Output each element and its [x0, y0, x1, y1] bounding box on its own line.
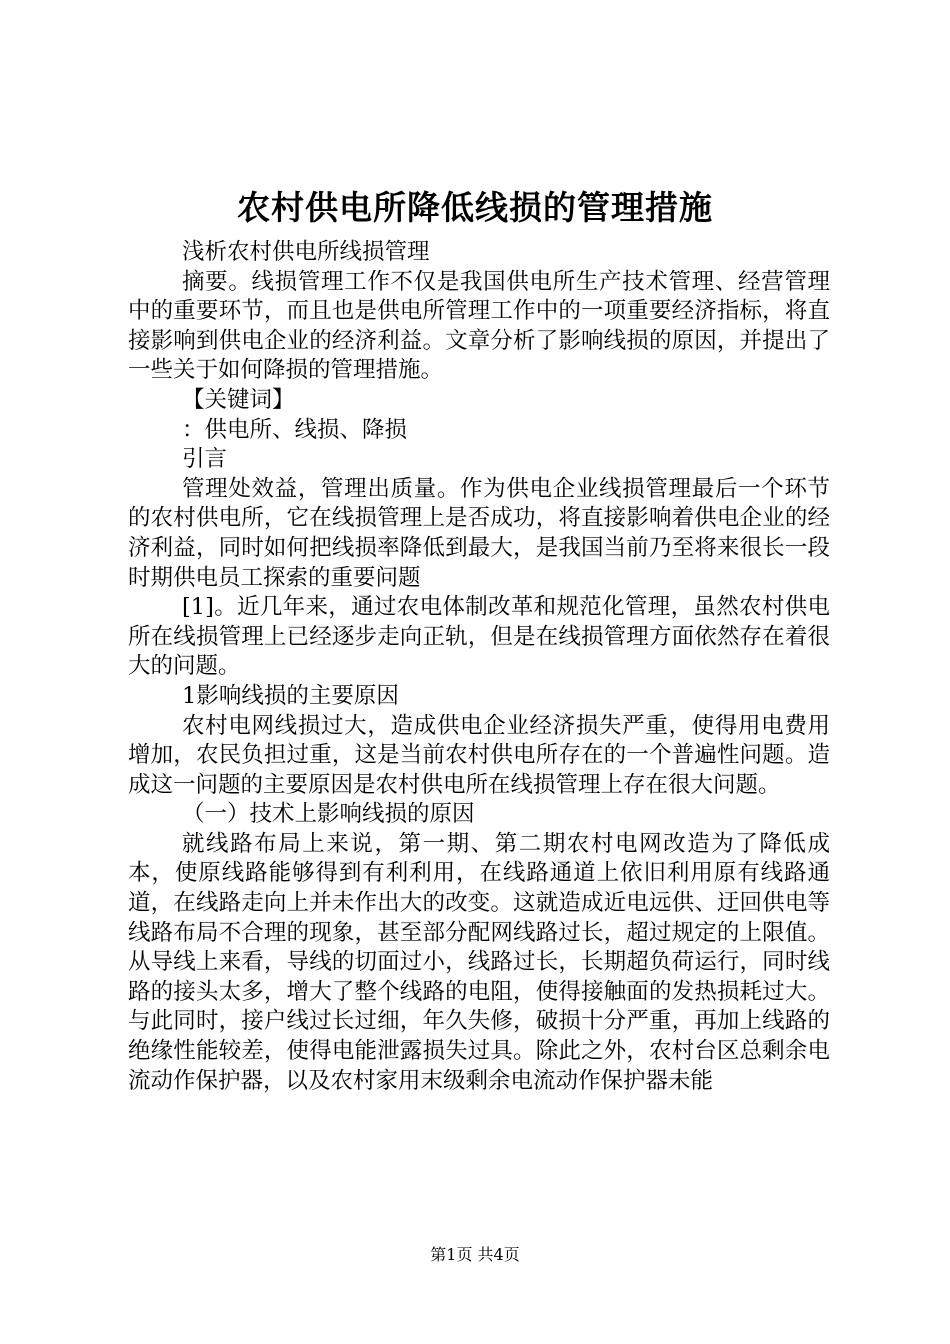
paragraph-intro: 管理处效益，管理出质量。作为供电企业线损管理最后一个环节的农村供电所，它在线损管理上是否成功，将直接影响着供电企业的经济利益，同时如何把线损率降低到最大，是我国当前乃至将来很长一段时期供电员工探索的重要问题	[128, 475, 830, 591]
document-body	[128, 238, 830, 1096]
paragraph-section-1: 农村电网线损过大，造成供电企业经济损失严重，使得用电费用增加，农民负担过重，这是当前农村供电所存在的一个普遍性问题。造成这一问题的主要原因是农村供电所在线损管理上存在很大问题。	[128, 712, 830, 798]
paragraph-intro-continued: [1]。近几年来，通过农电体制改革和规范化管理，虽然农村供电所在线损管理上已经逐步走向正轨，但是在线损管理方面依然存在着很大的问题。	[128, 594, 830, 680]
paragraph-keywords: ：供电所、线损、降损	[182, 416, 408, 443]
paragraph-keywords-heading: 【关键词】	[182, 386, 295, 413]
paragraph-intro-heading: 引言	[182, 446, 228, 473]
subsection-heading-1: （一）技术上影响线损的原因	[182, 801, 475, 828]
document-title: 农村供电所降低线损的管理措施	[237, 188, 713, 227]
paragraph-abstract: 摘要。线损管理工作不仅是我国供电所生产技术管理、经营管理中的重要环节，而且也是供电所管理工作中的一项重要经济指标，将直接影响到供电企业的经济利益。文章分析了影响线损的原因，并提出了一些关于如何降损的管理措施。	[128, 268, 830, 384]
paragraph-subsection-1: 就线路布局上来说，第一期、第二期农村电网改造为了降低成本，使原线路能够得到有利利用，在线路通道上依旧利用原有线路通道，在线路走向上并未作出大的改变。这就造成近电远供、迂回供电等线路布局不合理的现象，甚至部分配网线路过长，超过规定的上限值。从导线上来看，导线的切面过小，线路过长，长期超负荷运行，同时线路的接头太多，增大了整个线路的电阻，使得接触面的发热损耗过大。与此同时，接户线过长过细，年久失修，破损十分严重，再加上线路的绝缘性能较差，使得电能泄露损失过具。除此之外，农村台区总剩余电流动作保护器，以及农村家用末级剩余电流动作保护器未能	[128, 830, 830, 1094]
paragraph-subtitle: 浅析农村供电所线损管理	[182, 239, 430, 265]
section-heading-1: 1影响线损的主要原因	[182, 682, 399, 709]
page-footer: 第1页 共4页	[430, 1245, 520, 1264]
